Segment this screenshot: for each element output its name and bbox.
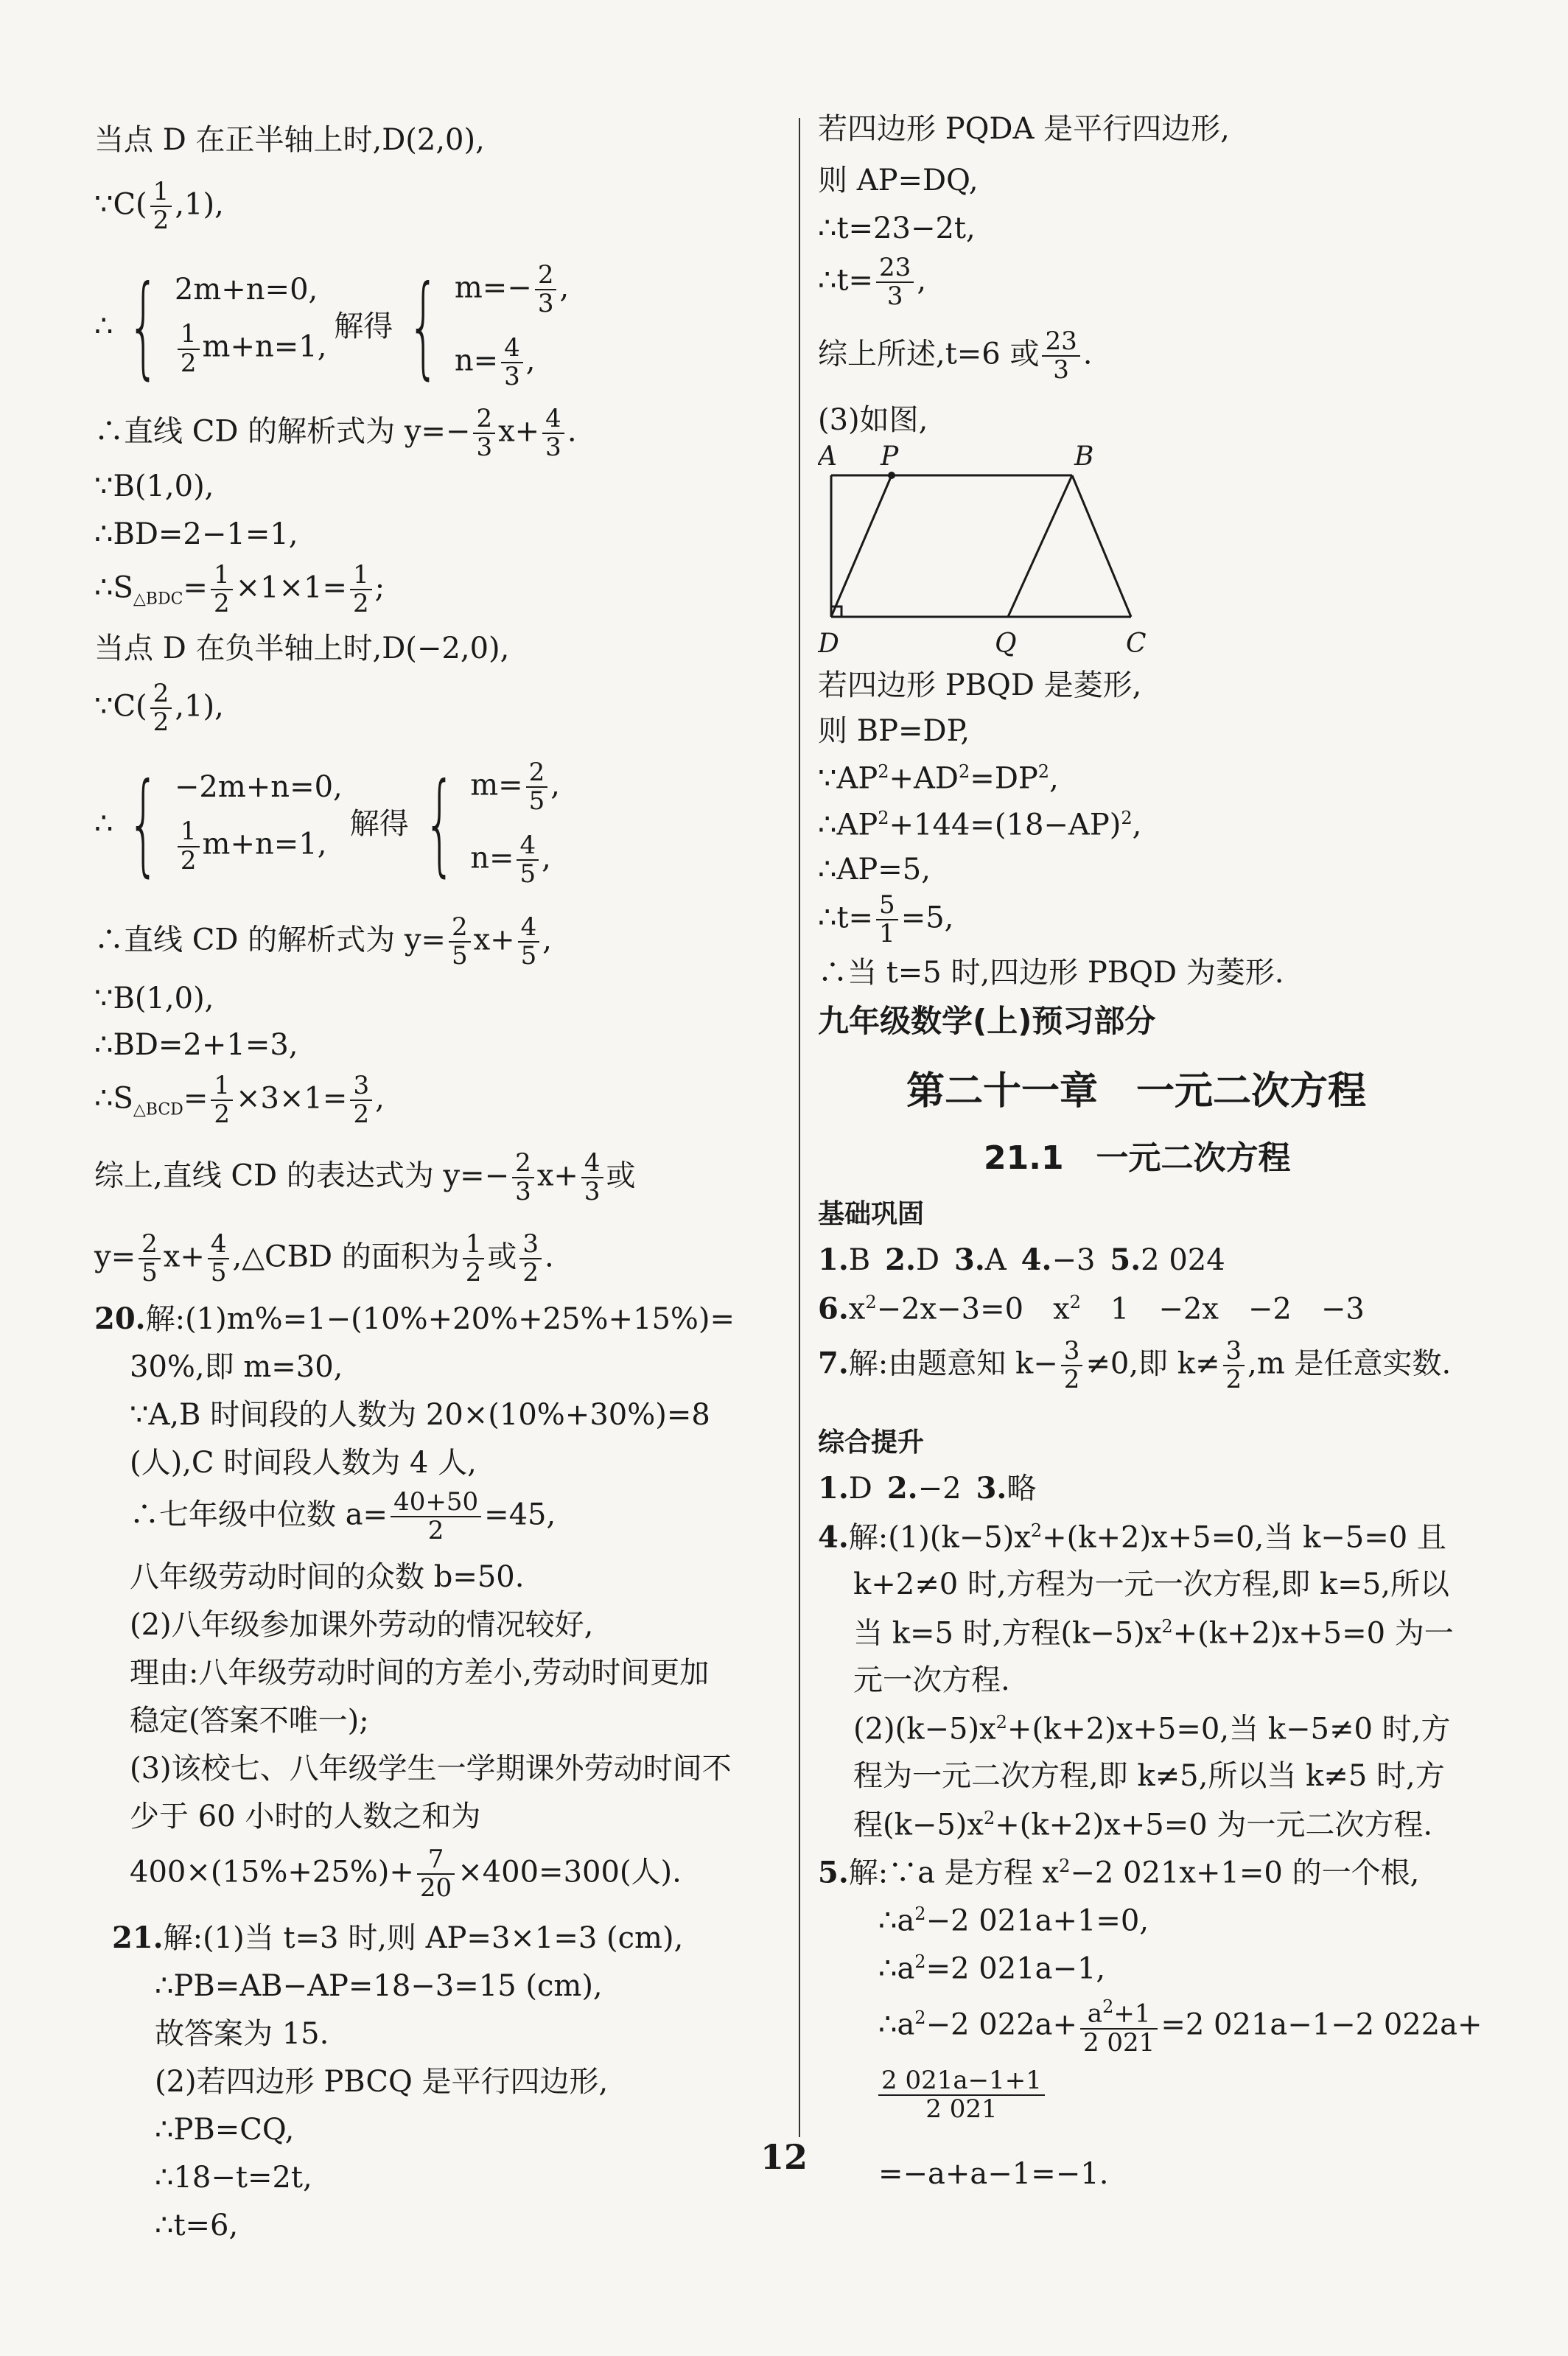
label-d: D xyxy=(818,629,839,659)
left-brace: { xyxy=(127,759,160,888)
text-line: ∵A,B 时间段的人数为 20×(10%+30%)=8 xyxy=(130,1398,710,1432)
text-line: (2)若四边形 PBCQ 是平行四边形, xyxy=(155,2065,609,2099)
text-line: 30%,即 m=30, xyxy=(130,1350,343,1384)
text-line: ∴t=23−2t, xyxy=(818,212,976,245)
text-line: $\therefore AP^2+144=(18-AP)^2$, xyxy=(818,808,1142,842)
text-line: 程为一元二次方程,即 k≠5,所以当 k≠5 时,方 xyxy=(853,1759,1445,1793)
text-line: ∴18−t=2t, xyxy=(155,2161,312,2195)
answer-7: 7.解:由题意知 k− $\frac{3}{2}$ ≠0,即 k≠ $\frac{3}{2}$ ,m 是任意实数. xyxy=(818,1336,1452,1395)
point-p-dot xyxy=(888,472,895,479)
column-divider xyxy=(799,118,800,2137)
label-a: A xyxy=(818,441,837,472)
answers-advanced-row: 1.D 2.−2 3.略 xyxy=(818,1471,1037,1506)
text-line: ∴t=6, xyxy=(155,2209,239,2243)
text-line: 当点 D 在负半轴上时,D(−2,0), xyxy=(94,632,510,665)
text-line: $\therefore S_{\triangle BCD}=$ $\frac{1}{2}$ ×3×1= $\frac{3}{2}$ , xyxy=(94,1071,385,1130)
equation-system-1: ∴ { 2m+n=0, $\frac{1}{2}$ m+n=1, 解得 { m=− $\frac{2}{3}$ , n= $\frac{4}{3}$ , xyxy=(94,260,570,392)
question-20: 20.解:(1)m%=1−(10%+20%+25%+15%)= xyxy=(94,1301,735,1336)
text-line: $(2)(k-5)x^2+(k+2)x+5=0$,当 k−5≠0 时,方 xyxy=(853,1712,1451,1747)
text-line: ∴BD=2+1=3, xyxy=(94,1028,298,1062)
text-line: 则 BP=DP, xyxy=(818,714,970,748)
text-line: ∵C( $\frac{2}{2}$ ,1), xyxy=(94,679,224,738)
text-line: $\because AP^2+AD^2=DP^2$, xyxy=(818,761,1059,796)
label-q: Q xyxy=(995,629,1017,659)
text-line: y= $\frac{2}{5}$ x+ $\frac{4}{5}$ ,△CBD 的面积为 $\frac{1}{2}$ 或 $\frac{3}{2}$ . xyxy=(94,1229,554,1288)
text-line: $\therefore a^2=2$ 021a−1, xyxy=(878,1951,1106,1986)
label-p: P xyxy=(881,441,899,472)
text-line: 综上,直线 CD 的表达式为 y=− $\frac{2}{3}$ x+ $\frac{4}{3}$ 或 xyxy=(94,1148,636,1207)
text-line: 故答案为 15. xyxy=(155,2017,329,2051)
text-line: ∴PB=AB−AP=18−3=15 (cm), xyxy=(155,1969,603,2003)
basic-heading: 基础巩固 xyxy=(818,1199,925,1229)
text-line: $\therefore S_{\triangle BDC}=$ $\frac{1}{2}$ ×1×1= $\frac{1}{2}$ ; xyxy=(94,560,385,619)
left-brace: { xyxy=(127,262,160,391)
text-line: =−a+a−1=−1. xyxy=(878,2157,1109,2191)
answers-row-1: 1.B 2.D 3.A 4.−3 5.2 024 xyxy=(818,1242,1225,1277)
left-brace: { xyxy=(407,262,440,391)
text-line: ∴直线 CD 的解析式为 y=− $\frac{2}{3}$ x+ $\frac{4}{3}$ . xyxy=(94,404,577,463)
text-line: 八年级劳动时间的众数 b=50. xyxy=(130,1560,525,1594)
text-line: ∴t= $\frac{23}{3}$ , xyxy=(818,253,927,312)
answer-5: 5.解:∵a 是方程 $x^2-2$ 021x+1=0 的一个根, xyxy=(818,1855,1420,1890)
label-c: C xyxy=(1126,629,1147,659)
label-b: B xyxy=(1074,441,1094,472)
text-line: 则 AP=DQ, xyxy=(818,164,979,198)
text-line: ∵C( $\frac{1}{2}$ ,1), xyxy=(94,177,224,236)
text-line: 若四边形 PBQD 是菱形, xyxy=(818,668,1142,702)
answers-row-6: $6.x^2-2x-3=0$ $x^2$ 1 −2x −2 −3 xyxy=(818,1291,1365,1326)
text-line: $\therefore a^2-2$ 021a+1=0, xyxy=(878,1904,1149,1938)
text-line: 综上所述,t=6 或 $\frac{23}{3}$ . xyxy=(818,326,1093,385)
fraction: $\frac{1}{2}$ xyxy=(150,178,172,235)
text-line: (3)如图, xyxy=(818,403,928,437)
text-line: ∴t= $\frac{5}{1}$ =5, xyxy=(818,890,954,949)
equation-system-2: ∴ { −2m+n=0, $\frac{1}{2}$ m+n=1, 解得 { m= $\frac{2}{5}$ , n= $\frac{4}{5}$ , xyxy=(94,758,560,889)
text-line: 当点 D 在正半轴上时,D(2,0), xyxy=(94,123,485,157)
text-line: 稳定(答案不唯一); xyxy=(130,1704,369,1738)
text-line: ∴AP=5, xyxy=(818,853,931,887)
part-heading: 九年级数学(上)预习部分 xyxy=(818,1003,1156,1039)
text-line: 少于 60 小时的人数之和为 xyxy=(130,1800,481,1834)
section-title: 21.1 一元二次方程 xyxy=(984,1139,1291,1177)
advanced-heading: 综合提升 xyxy=(818,1427,925,1458)
left-brace: { xyxy=(423,759,455,888)
text-line: $\therefore a^2-2$ 022a+ $\frac{a^2+1}{2 021}$ =2 021a−1−2 022a+ xyxy=(878,1996,1483,2058)
text-line: ∵B(1,0), xyxy=(94,982,214,1016)
page-number: 12 xyxy=(760,2137,808,2177)
text-line: (3)该校七、八年级学生一学期课外劳动时间不 xyxy=(130,1752,732,1786)
text-line: 元一次方程. xyxy=(853,1663,1010,1697)
text-line: k+2≠0 时,方程为一元一次方程,即 k=5,所以 xyxy=(853,1567,1449,1601)
text-line: 理由:八年级劳动时间的方差小,劳动时间更加 xyxy=(130,1656,710,1690)
text-line: ∵B(1,0), xyxy=(94,469,214,503)
text-line: (2)八年级参加课外劳动的情况较好, xyxy=(130,1608,594,1642)
text-line: 400×(15%+25%)+ $\frac{7}{20}$ ×400=300(人). xyxy=(130,1845,682,1904)
text-line: 当 k=5 时,方程$(k-5)x^2+(k+2)x+5=0$ 为一 xyxy=(853,1616,1454,1651)
text-line: ∴BD=2−1=1, xyxy=(94,517,298,551)
question-21: 21.解:(1)当 t=3 时,则 AP=3×1=3 (cm), xyxy=(112,1920,684,1955)
text-line: (人),C 时间段人数为 4 人, xyxy=(130,1446,477,1480)
text-line: ∴七年级中位数 a= $\frac{40+50}{2}$ =45, xyxy=(130,1487,556,1546)
quadrilateral-figure xyxy=(818,438,1172,660)
text-line: ∴直线 CD 的解析式为 y= $\frac{2}{5}$ x+ $\frac{4}{5}$ , xyxy=(94,912,553,971)
text-line: 程$(k-5)x^2+(k+2)x+5=0$ 为一元二次方程. xyxy=(853,1808,1433,1842)
text-line: 若四边形 PQDA 是平行四边形, xyxy=(818,112,1230,146)
text-line: $\frac{2 021a-1+1}{2 021}$ xyxy=(818,2067,1045,2124)
text-line: ∴当 t=5 时,四边形 PBQD 为菱形. xyxy=(818,956,1284,990)
answer-4: 4.解$:(1)(k-5)x^2+(k+2)x+5=0$,当 k−5=0 且 xyxy=(818,1520,1446,1555)
chapter-title: 第二十一章 一元二次方程 xyxy=(906,1069,1367,1114)
text-line: ∴PB=CQ, xyxy=(155,2113,295,2147)
